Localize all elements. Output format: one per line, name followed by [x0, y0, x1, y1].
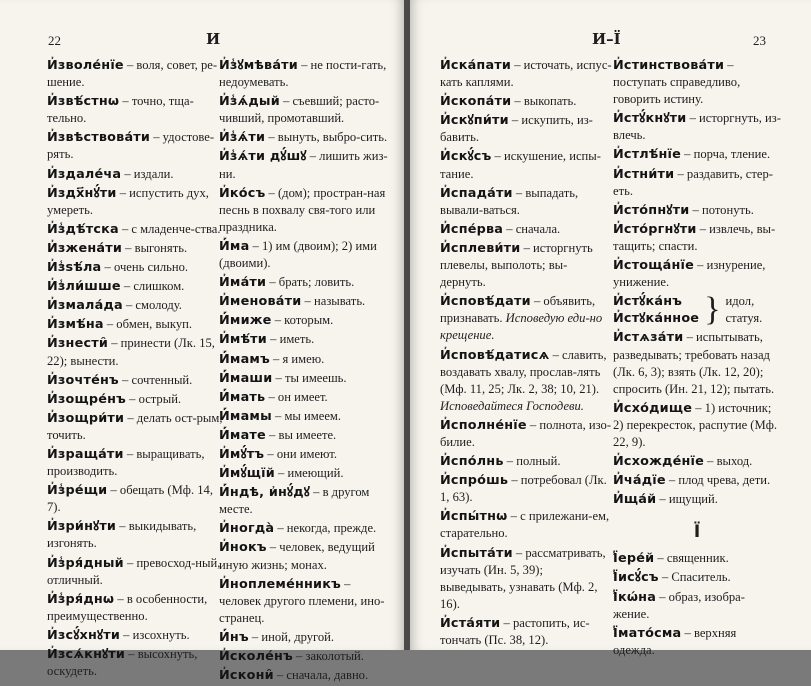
headword: И҆сповѣ́дати	[440, 294, 531, 310]
definition: – мы имеем.	[271, 408, 342, 423]
headword: И҆з̾ѧ́ти	[219, 130, 266, 146]
dictionary-entry	[47, 372, 229, 389]
dictionary-entry	[47, 335, 229, 369]
headword: И҆́маши	[219, 370, 273, 386]
dictionary-entry	[440, 347, 612, 415]
dictionary-entry	[440, 221, 612, 238]
dictionary-entry	[613, 569, 781, 586]
dictionary-entry	[440, 112, 612, 146]
definition: – 1) источник; 2) перекресток, распутие (Мф. 22, 9).	[613, 400, 778, 449]
brace-definition: идол, статуя.	[725, 294, 763, 326]
dictionary-entry	[47, 627, 229, 644]
headword: И҆з̾ря́дный	[47, 555, 124, 571]
headword: И҆сполне́нїе	[440, 417, 527, 433]
headword: И҆звѣ́стнѡ	[47, 94, 120, 110]
headword: И҆з̾ли́шше	[47, 279, 121, 295]
headword: И҆зощри́ти	[47, 410, 125, 426]
headword: И҆спы́тнѡ	[440, 509, 508, 525]
definition: – иной, другой.	[248, 629, 335, 644]
headword: И҆спо́лнь	[440, 454, 504, 470]
definition: – некогда, прежде.	[274, 521, 377, 536]
headword: И҆стꙋ́кнꙋти	[613, 111, 687, 127]
headword: И҆з̾ꙋмѣва́ти	[219, 58, 298, 73]
headword: И҆з̾ѕѣ́ла	[47, 260, 102, 276]
dictionary-entry	[613, 589, 781, 623]
dictionary-entry	[47, 166, 229, 183]
definition: – слишком.	[120, 279, 185, 294]
headword: И҆з̾ре́щи	[47, 483, 108, 499]
dictionary-entry	[219, 389, 393, 406]
headword: И҆сповѣ́датисѧ	[440, 347, 550, 363]
dictionary-entry	[219, 576, 393, 627]
headword: И҆ноплеме́нникъ	[219, 576, 341, 592]
dictionary-entry	[440, 57, 612, 91]
definition: – священник.	[654, 551, 729, 566]
headword: И҆скопа́ти	[440, 94, 512, 110]
headword: И҆ста́яти	[440, 615, 501, 631]
definition: – образ, изобра-жение.	[613, 589, 745, 621]
definition: – воля, совет, ре-шение.	[47, 58, 218, 90]
dictionary-entry	[440, 472, 612, 506]
definition: – раздавить, стер-еть.	[613, 166, 773, 198]
definition: – исторгнуть плевелы, выполоть; вы-дернуть.	[440, 240, 593, 290]
brace-head-1: И҆стꙋ́ка́нъ	[613, 294, 683, 310]
dictionary-entry	[219, 427, 393, 444]
headword: И҆сплеви́ти	[440, 240, 521, 256]
headword: И҆стоща́нїе	[613, 258, 694, 274]
definition: – он имеет.	[265, 389, 328, 404]
headword: И҆мꙋ́щїй	[219, 466, 275, 482]
dictionary-entry	[219, 629, 393, 646]
headword: И҆спада́ти	[440, 185, 513, 201]
definition: – ты имеешь.	[272, 370, 347, 385]
headword: И҆з̾ѧ́дый	[219, 94, 280, 110]
headword: И҆́мамъ	[219, 351, 270, 367]
dictionary-entry	[219, 667, 393, 684]
right-page	[410, 0, 811, 657]
headword: И҆стѧза́ти	[613, 330, 684, 346]
dictionary-entry	[440, 185, 612, 219]
definition: – обещать (Мф. 14, 7).	[47, 483, 213, 515]
definition: – очень сильно.	[101, 260, 189, 275]
definition: – с прилежани-ем, старательно.	[440, 509, 610, 541]
running-head-left: И	[206, 30, 221, 48]
definition: – человек, ведущий иную жизнь; монах.	[219, 540, 375, 572]
definition: – выход.	[704, 454, 753, 469]
dictionary-entry	[440, 148, 612, 182]
definition: – ищущий.	[656, 492, 718, 507]
dictionary-entry	[219, 185, 393, 236]
headword: И҆скꙋпи́ти	[440, 113, 509, 129]
headword: И҆спе́рва	[440, 221, 504, 237]
dictionary-entry	[47, 646, 229, 680]
definition: – с младенче-ства.	[118, 221, 221, 236]
left-page	[0, 0, 404, 684]
headword: Ї҆мато́сма	[613, 625, 682, 641]
definition: – обмен, выкуп.	[103, 317, 193, 332]
definition: – заколотый.	[292, 649, 364, 663]
left-column-2	[219, 57, 393, 686]
definition: – называть.	[301, 294, 366, 309]
definition: – сочтенный.	[118, 372, 193, 387]
definition: – точно, тща-тельно.	[47, 94, 194, 126]
definition: – искушение, испы-тание.	[440, 149, 601, 181]
dictionary-entry	[440, 615, 612, 649]
headword: И҆́ндѣ, и҆нꙋ́дꙋ	[219, 485, 310, 501]
headword: И҆ма́ти	[219, 275, 267, 291]
dictionary-entry	[219, 465, 393, 482]
headword: И҆́ма	[219, 238, 250, 254]
dictionary-entry	[47, 555, 229, 589]
definition: – испытывать, разведывать; требовать назад (Лк. 6, 3); взять (Лк. 12, 20); спросить (Ин. 21, 12); пытать.	[613, 330, 775, 396]
dictionary-entry	[47, 129, 229, 163]
headword: Ї҆исꙋ́съ	[613, 570, 659, 586]
dictionary-entry	[47, 259, 229, 276]
definition: – брать; ловить.	[266, 275, 355, 290]
headword: И҆здх҃нꙋ́ти	[47, 185, 117, 201]
dictionary-entry	[47, 410, 229, 444]
headword: И҆сто́пнꙋти	[613, 202, 690, 218]
dictionary-entry	[47, 240, 229, 257]
dictionary-entry	[219, 93, 393, 127]
headword: И҆спро́шь	[440, 473, 509, 489]
dictionary-entry	[219, 520, 393, 537]
headword: И҆схо́дище	[613, 400, 693, 416]
definition: – в особенности, преимущественно.	[47, 591, 208, 623]
headword: И҆стлѣ́нїе	[613, 147, 682, 163]
headword: И҆́мать	[219, 389, 266, 405]
headword: И҆́мамы	[219, 408, 272, 424]
definition: – потонуть.	[689, 202, 754, 217]
dictionary-entry	[613, 146, 781, 163]
definition: – полнота, изо-билие.	[440, 417, 612, 449]
headword: И҆змала́да	[47, 298, 123, 314]
headword: И҆знести̑	[47, 336, 109, 352]
headword: И҆зсѧ́кнꙋти	[47, 647, 126, 662]
headword: И҆з̾ря́днѡ	[47, 591, 115, 607]
dictionary-entry	[440, 240, 612, 291]
headword: И҆сколе́нъ	[219, 649, 293, 664]
dictionary-entry	[613, 221, 781, 255]
definition: – источать, испус-кать каплями.	[440, 58, 612, 90]
dictionary-entry	[47, 278, 229, 295]
definition: – иметь.	[266, 332, 315, 347]
headword: Ї҆кѡ́на	[613, 589, 657, 605]
example-phrase: Исповедую еди-но крещение.	[440, 311, 603, 343]
definition: – изсохнуть.	[120, 627, 190, 642]
dictionary-entry	[613, 110, 781, 144]
definition: – полный.	[503, 454, 561, 469]
definition: – верхняя одежда.	[613, 625, 737, 657]
dictionary-entry	[219, 57, 393, 91]
dictionary-entry	[47, 482, 229, 516]
headword: И҆зочте́нъ	[47, 372, 119, 388]
definition: – имеющий.	[274, 466, 344, 481]
section-letter: Ї	[693, 522, 701, 543]
headword: И҆ча́дїе	[613, 473, 666, 489]
dictionary-entry	[613, 625, 781, 659]
headword: И҆́нъ	[219, 629, 249, 645]
definition: – выпадать, вывали-ваться.	[440, 185, 579, 217]
headword: И҆зри́нꙋти	[47, 519, 117, 535]
dictionary-entry	[613, 166, 781, 200]
headword: И҆́миже	[219, 313, 272, 329]
dictionary-entry	[613, 400, 781, 451]
dictionary-entry	[440, 508, 612, 542]
definition: – они имеют.	[264, 446, 337, 461]
dictionary-entry	[47, 391, 229, 408]
definition: – вынуть, выбро-сить.	[265, 130, 388, 145]
right-column-2	[613, 57, 781, 661]
example-phrase: Исповедайтеся Господеви.	[440, 398, 584, 413]
headword: И҆стинствова́ти	[613, 58, 725, 73]
definition: – растопить, ис-тончать (Пс. 38, 12).	[440, 615, 590, 647]
definition: – плод чрева, дети.	[665, 473, 771, 488]
page-number-right: 23	[753, 33, 766, 48]
dictionary-entry	[440, 453, 612, 470]
left-column-1	[47, 57, 229, 682]
definition: – изнурение, унижение.	[613, 258, 766, 290]
definition: – не пости-гать, недоумевать.	[219, 58, 387, 90]
headword: И҆ща́й	[613, 492, 657, 508]
dictionary-entry	[219, 293, 393, 310]
dictionary-entry	[47, 221, 229, 238]
dictionary-entry	[219, 446, 393, 463]
page-number-left: 22	[48, 33, 61, 48]
headword: И҆зощре́нъ	[47, 391, 126, 407]
headword: И҆скꙋ́съ	[440, 149, 492, 165]
dictionary-entry	[219, 312, 393, 329]
dictionary-entry	[440, 545, 612, 613]
definition: – принести (Лк. 15, 22); вынести.	[47, 336, 215, 368]
definition: – 1) им (двоим); 2) ими (двоими).	[219, 238, 377, 271]
dictionary-entry	[219, 331, 393, 348]
dictionary-entry	[47, 316, 229, 333]
headword: И҆з̾дѣ́тска	[47, 221, 119, 237]
definition: – славить, воздавать хвалу, прослав-лять (Мф. 11, 25; Лк. 2, 38; 10, 21).	[440, 347, 607, 396]
definition: – вы имеете.	[265, 427, 337, 442]
definition: – выращивать, производить.	[47, 446, 205, 479]
headword: И҆звѣствова́ти	[47, 130, 151, 146]
dictionary-entry	[47, 93, 229, 127]
definition: – издали.	[121, 166, 174, 181]
definition: – удостове-рять.	[47, 130, 215, 162]
definition: – Спаситель.	[658, 570, 731, 585]
definition: – сначала.	[503, 221, 561, 236]
headword: И҆зжена́ти	[47, 240, 123, 256]
headword: И҆зволе́нїе	[47, 58, 124, 73]
dictionary-entry	[47, 185, 229, 219]
brace-head-2: И҆стꙋка́нное	[613, 311, 700, 327]
headword: И҆мꙋ́тъ	[219, 446, 265, 462]
headword: И҆́мате	[219, 427, 266, 443]
definition: – сначала, давно.	[273, 668, 369, 683]
definition: – испустить дух, умереть.	[47, 185, 209, 217]
dictionary-entry	[440, 293, 612, 344]
definition: – смолоду.	[122, 298, 182, 313]
definition: – человек другого племени, ино-странец.	[219, 576, 385, 625]
dictionary-entry	[613, 329, 781, 397]
definition: – рассматривать, изучать (Ин. 5, 39); выведывать, узнавать (Мф. 2, 16).	[440, 545, 606, 611]
dictionary-entry	[613, 202, 781, 219]
headword: И҆схожде́нїе	[613, 454, 704, 470]
definition: – выкопать.	[511, 94, 577, 109]
dictionary-entry	[47, 518, 229, 552]
definition: – в другом месте.	[219, 485, 370, 517]
definition: – высохнуть, оскудеть.	[47, 647, 198, 679]
dictionary-entry	[613, 491, 781, 508]
curly-brace-icon: }	[704, 291, 721, 329]
headword: И҆сто́ргнꙋти	[613, 221, 697, 237]
headword: И҆скони̑	[219, 668, 274, 684]
dictionary-entry	[613, 472, 781, 489]
dictionary-entry	[440, 93, 612, 110]
dictionary-entry	[219, 370, 393, 387]
dictionary-entry	[47, 57, 229, 91]
dictionary-entry	[219, 129, 393, 146]
headword: И҆зсꙋ́хнꙋти	[47, 627, 121, 643]
dictionary-entry	[219, 648, 393, 665]
definition: – порча, тление.	[681, 147, 771, 162]
dictionary-entry	[613, 550, 781, 567]
headword: И҆зраща́ти	[47, 446, 124, 462]
headword: И҆змѣ́на	[47, 317, 104, 333]
dictionary-entry	[47, 446, 229, 480]
brace-entry	[613, 293, 781, 327]
definition: – извлечь, вы-тащить; спасти.	[613, 221, 776, 253]
definition: – острый.	[125, 391, 182, 406]
definition: – искупить, из-бавить.	[440, 113, 593, 145]
dictionary-entry	[219, 274, 393, 291]
dictionary-entry	[47, 297, 229, 314]
dictionary-entry	[219, 408, 393, 425]
headword: И҆спыта́ти	[440, 545, 513, 561]
definition: – выгонять.	[122, 240, 188, 255]
headword: И҆ска́пати	[440, 58, 512, 73]
definition: – поступать справедливо, говорить истину.	[613, 58, 741, 107]
headword: И҆нокъ	[219, 540, 267, 556]
definition: – исторгнуть, из-влечь.	[613, 111, 781, 143]
dictionary-entry	[613, 57, 781, 108]
headword: И҆здале́ча	[47, 166, 122, 182]
dictionary-entry	[219, 238, 393, 272]
running-head-right: И–Ї	[592, 30, 621, 48]
definition: – (дом); простран-ная песнь в похвалу свя-того или праздника.	[219, 185, 386, 234]
headword: И҆ко́съ	[219, 185, 266, 201]
definition: – превосход-ный, отличный.	[47, 555, 221, 587]
dictionary-entry	[47, 591, 229, 625]
dictionary-entry	[440, 417, 612, 451]
definition: – делать ост-рым, точить.	[47, 410, 223, 442]
dictionary-entry	[613, 453, 781, 470]
definition: – объявить, признавать.	[440, 294, 596, 326]
dictionary-entry	[219, 148, 393, 182]
dictionary-entry	[613, 257, 781, 291]
headword: И҆з̾ѧ́ти дꙋ́шꙋ	[219, 149, 307, 165]
dictionary-entry	[219, 351, 393, 368]
definition: – которым.	[271, 313, 334, 328]
headword: И҆мѣ́ти	[219, 332, 267, 348]
dictionary-entry	[219, 539, 393, 573]
definition: – я имею.	[269, 351, 325, 366]
definition: – выкидывать, изгонять.	[47, 519, 197, 551]
headword: Ї҆ере́й	[613, 551, 655, 567]
dictionary-entry	[219, 484, 393, 518]
headword: И҆стни́ти	[613, 166, 675, 182]
right-column-1	[440, 57, 612, 651]
definition: – потребовал (Лк. 1, 63).	[440, 473, 607, 505]
headword: И҆ногда̀	[219, 521, 275, 537]
definition: – лишить жиз-ни.	[219, 149, 388, 181]
definition: – съевший; расто-чивший, промотавший.	[219, 94, 380, 126]
headword: И҆менова́ти	[219, 294, 302, 310]
